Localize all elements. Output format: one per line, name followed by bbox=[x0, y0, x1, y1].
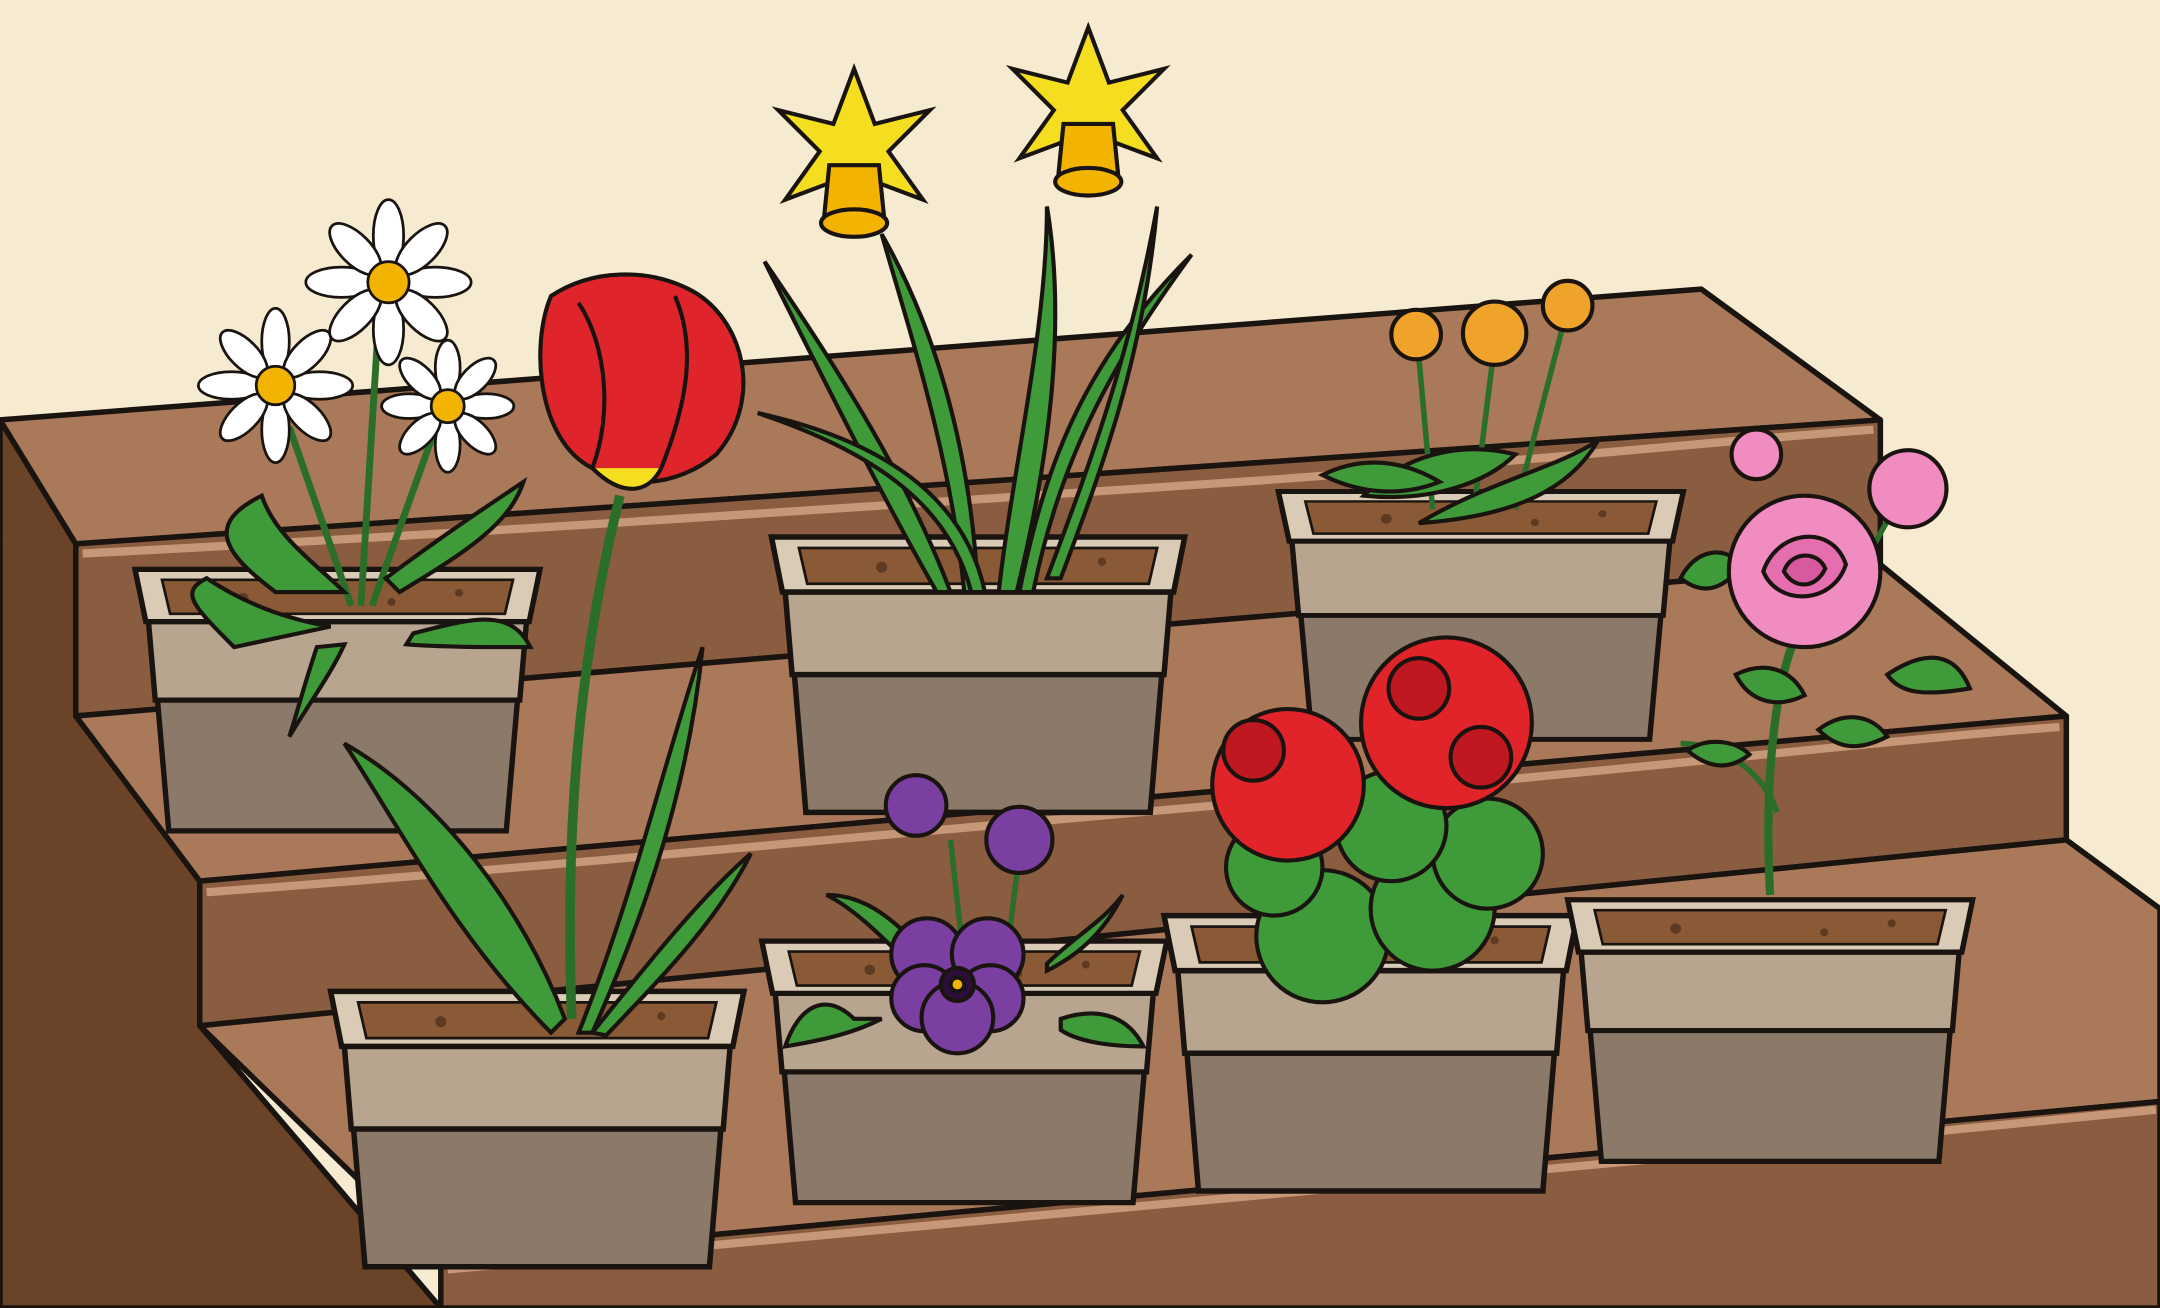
garden-steps-scene bbox=[0, 0, 2160, 1308]
